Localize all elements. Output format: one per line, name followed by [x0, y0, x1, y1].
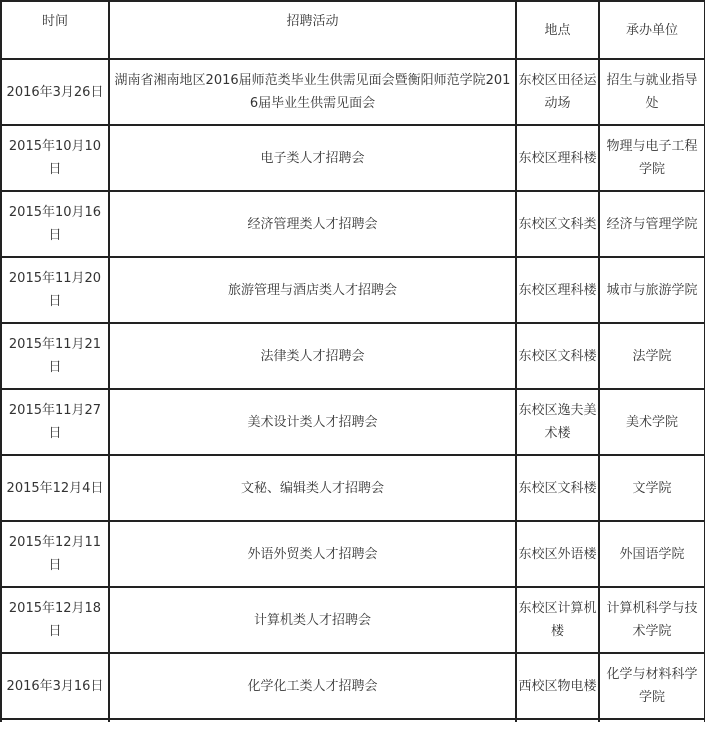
cell-organizer: 法学院: [599, 323, 705, 389]
cutoff-cell: [1, 719, 109, 722]
cell-time: 2015年11月21日: [1, 323, 109, 389]
table-header-row: [1, 1, 705, 59]
table-row: [1, 521, 705, 587]
cell-location: 西校区物电楼: [516, 653, 599, 719]
cell-event: 外语外贸类人才招聘会: [109, 521, 516, 587]
cell-location: 东校区田径运动场: [516, 59, 599, 125]
cell-location: 东校区计算机楼: [516, 587, 599, 653]
cell-time: 2015年10月10日: [1, 125, 109, 191]
cell-organizer: 化学与材料科学学院: [599, 653, 705, 719]
cell-organizer: 经济与管理学院: [599, 191, 705, 257]
cell-location: 东校区文科类: [516, 191, 599, 257]
cell-location: 东校区理科楼: [516, 125, 599, 191]
table-row: [1, 587, 705, 653]
cell-organizer: 招生与就业指导处: [599, 59, 705, 125]
cell-event: 文秘、编辑类人才招聘会: [109, 455, 516, 521]
header-event: 招聘活动: [109, 1, 516, 59]
table-row: [1, 257, 705, 323]
cell-event: 计算机类人才招聘会: [109, 587, 516, 653]
cell-event: 化学化工类人才招聘会: [109, 653, 516, 719]
cell-event: 旅游管理与酒店类人才招聘会: [109, 257, 516, 323]
cell-event: 电子类人才招聘会: [109, 125, 516, 191]
cell-time: 2015年12月18日: [1, 587, 109, 653]
cutoff-cell: [109, 719, 516, 722]
table-body: [1, 59, 705, 722]
cutoff-cell: [516, 719, 599, 722]
cell-event: 湖南省湘南地区2016届师范类毕业生供需见面会暨衡阳师范学院2016届毕业生供需见面会: [109, 59, 516, 125]
cell-event: 美术设计类人才招聘会: [109, 389, 516, 455]
cell-organizer: 外国语学院: [599, 521, 705, 587]
cell-location: 东校区理科楼: [516, 257, 599, 323]
cell-location: 东校区文科楼: [516, 455, 599, 521]
table-row: [1, 59, 705, 125]
cell-time: 2015年12月11日: [1, 521, 109, 587]
cell-organizer: 城市与旅游学院: [599, 257, 705, 323]
cell-time: 2015年10月16日: [1, 191, 109, 257]
cell-time: 2015年11月27日: [1, 389, 109, 455]
cell-event: 法律类人才招聘会: [109, 323, 516, 389]
table-row: [1, 191, 705, 257]
cell-location: 东校区逸夫美术楼: [516, 389, 599, 455]
cell-location: 东校区外语楼: [516, 521, 599, 587]
table-row: [1, 389, 705, 455]
cell-time: 2015年11月20日: [1, 257, 109, 323]
table-row-cutoff: [1, 719, 705, 722]
cell-organizer: 物理与电子工程学院: [599, 125, 705, 191]
header-time: 时间: [1, 1, 109, 59]
cell-organizer: 文学院: [599, 455, 705, 521]
cell-organizer: 美术学院: [599, 389, 705, 455]
cell-organizer: 计算机科学与技术学院: [599, 587, 705, 653]
cutoff-cell: [599, 719, 705, 722]
cell-location: 东校区文科楼: [516, 323, 599, 389]
cell-time: 2016年3月26日: [1, 59, 109, 125]
header-organizer: 承办单位: [599, 1, 705, 59]
cell-event: 经济管理类人才招聘会: [109, 191, 516, 257]
header-location: 地点: [516, 1, 599, 59]
table-row: [1, 653, 705, 719]
table-row: [1, 455, 705, 521]
table-row: [1, 323, 705, 389]
table-row: [1, 125, 705, 191]
cell-time: 2016年3月16日: [1, 653, 109, 719]
cell-time: 2015年12月4日: [1, 455, 109, 521]
